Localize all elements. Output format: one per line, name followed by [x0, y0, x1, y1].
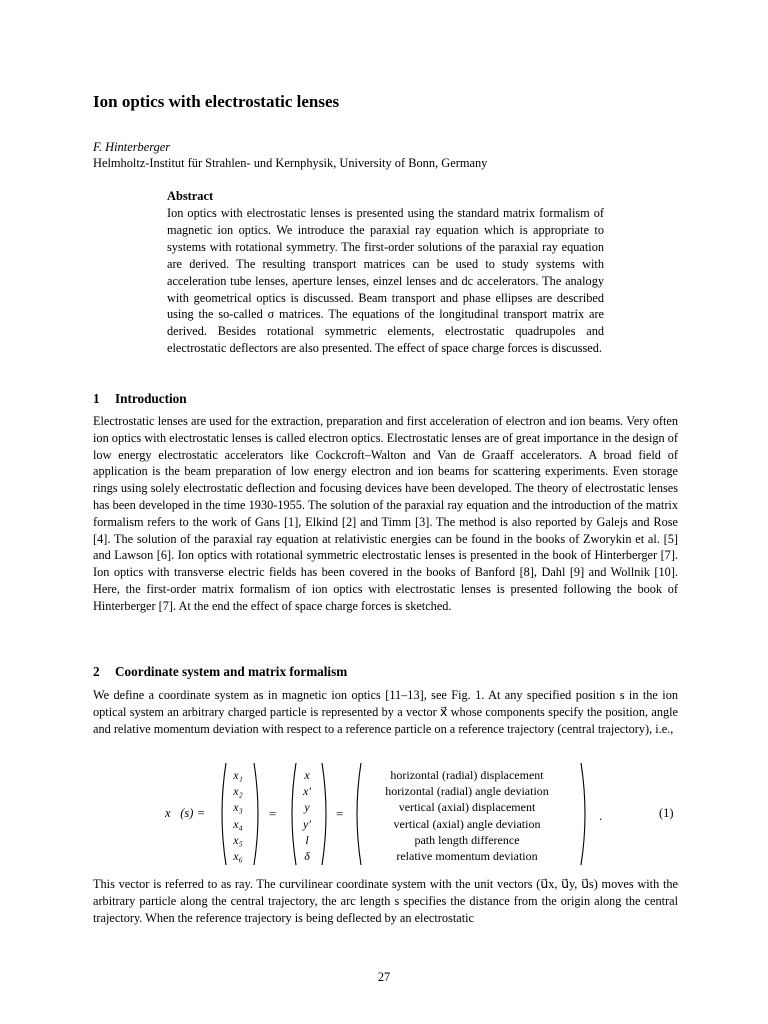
vector-component: x₃ — [233, 800, 243, 815]
vector-description: vertical (axial) angle deviation — [393, 816, 541, 831]
left-paren-2 — [287, 762, 297, 866]
equals-sign-1: = — [269, 806, 277, 821]
vector-symbol: x — [304, 768, 310, 782]
vector-description: vertical (axial) displacement — [398, 800, 536, 815]
equation-period: . — [599, 808, 603, 823]
vector-description: relative momentum deviation — [396, 848, 538, 863]
vector-component: x₁ — [233, 768, 243, 782]
author-name: F. Hinterberger — [93, 140, 171, 154]
vector-symbol: y — [304, 800, 310, 815]
vector-component: x₄ — [233, 816, 243, 831]
vector-symbol: x′ — [303, 784, 311, 799]
vector-component: x₅ — [233, 832, 243, 847]
right-paren-2 — [321, 762, 331, 866]
vector-symbol: l — [305, 832, 309, 847]
left-paren-1 — [217, 762, 227, 866]
section-title: Coordinate system and matrix formalism — [115, 664, 348, 679]
vector-component: x₂ — [233, 784, 243, 799]
vector-symbols-column — [297, 767, 317, 864]
right-paren-1 — [253, 762, 263, 866]
section-heading-introduction — [93, 391, 187, 407]
equation-1 — [93, 762, 678, 866]
author-affiliation: Helmholtz-Institut für Strahlen- und Kernphysik, University of Bonn, Germany — [93, 156, 488, 170]
vector-component: x₆ — [233, 848, 243, 863]
equation-number: (1) — [659, 806, 674, 820]
paper-title: Ion optics with electrostatic lenses — [93, 92, 340, 111]
page-number: 27 — [377, 970, 391, 984]
equation-lhs: x⃗(s) = — [165, 806, 206, 820]
introduction-paragraph: Electrostatic lenses are used for the extraction, preparation and first acceleration of electron and ion beams. Very often ion optics with electrostatic lenses is called electron optics. Electrostatic lenses are of great importance in the design of low energy electrostatic accelerators like Cockcroft–Walton and Van de Graaff accelerators. A broad field of application is the beam preparation of low energy electron and ion beams for scattering experiments. Even storage rings using solely electrostatic deflection and focusing devices have been developed. The theory of electrostatic lenses has been developed in the time 1930-1955. The solution of the paraxial ray equation and the introduction of the matrix formalism refers to the work of Gans [1], Elkind [2] and Timm [3]. The method is also reported by Galejs and Rose [4]. The solution of the paraxial ray equation at relativistic energies can be found in the books of Zworykin et al. [5] and Lawson [6]. Ion optics with rotational symmetric electrostatic lenses is presented in the book of Hinterberger [7]. Ion optics with transverse electric fields has been covered in the books of Banford [8], Dahl [9] and Wollnik [10]. Here, the first-order matrix formalism of ion optics with electrostatic lenses is presented following the book of Hinterberger [7]. At the end the effect of space charge forces is sketched. — [93, 414, 678, 613]
vector-description: horizontal (radial) angle deviation — [385, 784, 549, 799]
vector-symbol: δ — [304, 848, 310, 863]
section-number: 1 — [93, 391, 100, 406]
abstract-text: Ion optics with electrostatic lenses is presented using the standard matrix formalism of magnetic ion optics. We introduce the paraxial ray equation which is appropriate to systems with rotational symmetry. The first-order solutions of the paraxial ray equation are derived. The resulting transport matrices can be used to study systems with acceleration tube lenses, aperture lenses, einzel lenses and dc accelerators. The analogy with geometrical optics is discussed. Beam transport and phase ellipses are described using the so-called σ matrices. The equations of the longitudinal transport matrix are derived. Besides rotational symmetric elements, electrostatic quadrupoles and electrostatic deflectors are also presented. The effect of space charge forces is discussed. — [167, 206, 604, 356]
ray-paragraph: This vector is referred to as ray. The curvilinear coordinate system with the unit vectors (u⃗x, u⃗y, u⃗s) moves with the arbitrary particle along the central trajectory, the arc length s specifies the distance from the origin along the central trajectory. When the reference trajectory is being deflected by an electrostatic — [93, 877, 678, 925]
coordinate-paragraph: We define a coordinate system as in magnetic ion optics [11–13], see Fig. 1. At any specified position s in the ion optical system an arbitrary charged particle is represented by a vector x⃗ whose components specify the position, angle and relative momentum deviation with respect to a reference particle on a reference trajectory (central trajectory), i.e., — [93, 688, 678, 736]
vector-description: path length difference — [414, 832, 520, 847]
vector-components-column — [227, 767, 249, 864]
section-title: Introduction — [115, 391, 187, 406]
vector-descriptions-column — [361, 767, 573, 864]
right-paren-3 — [580, 762, 590, 866]
vector-symbol: y′ — [303, 816, 311, 831]
equals-sign-2: = — [336, 806, 344, 821]
section-heading-coordinate-system — [93, 664, 347, 680]
abstract-heading: Abstract — [167, 189, 214, 203]
section-number: 2 — [93, 664, 100, 679]
vector-description: horizontal (radial) displacement — [390, 768, 544, 782]
